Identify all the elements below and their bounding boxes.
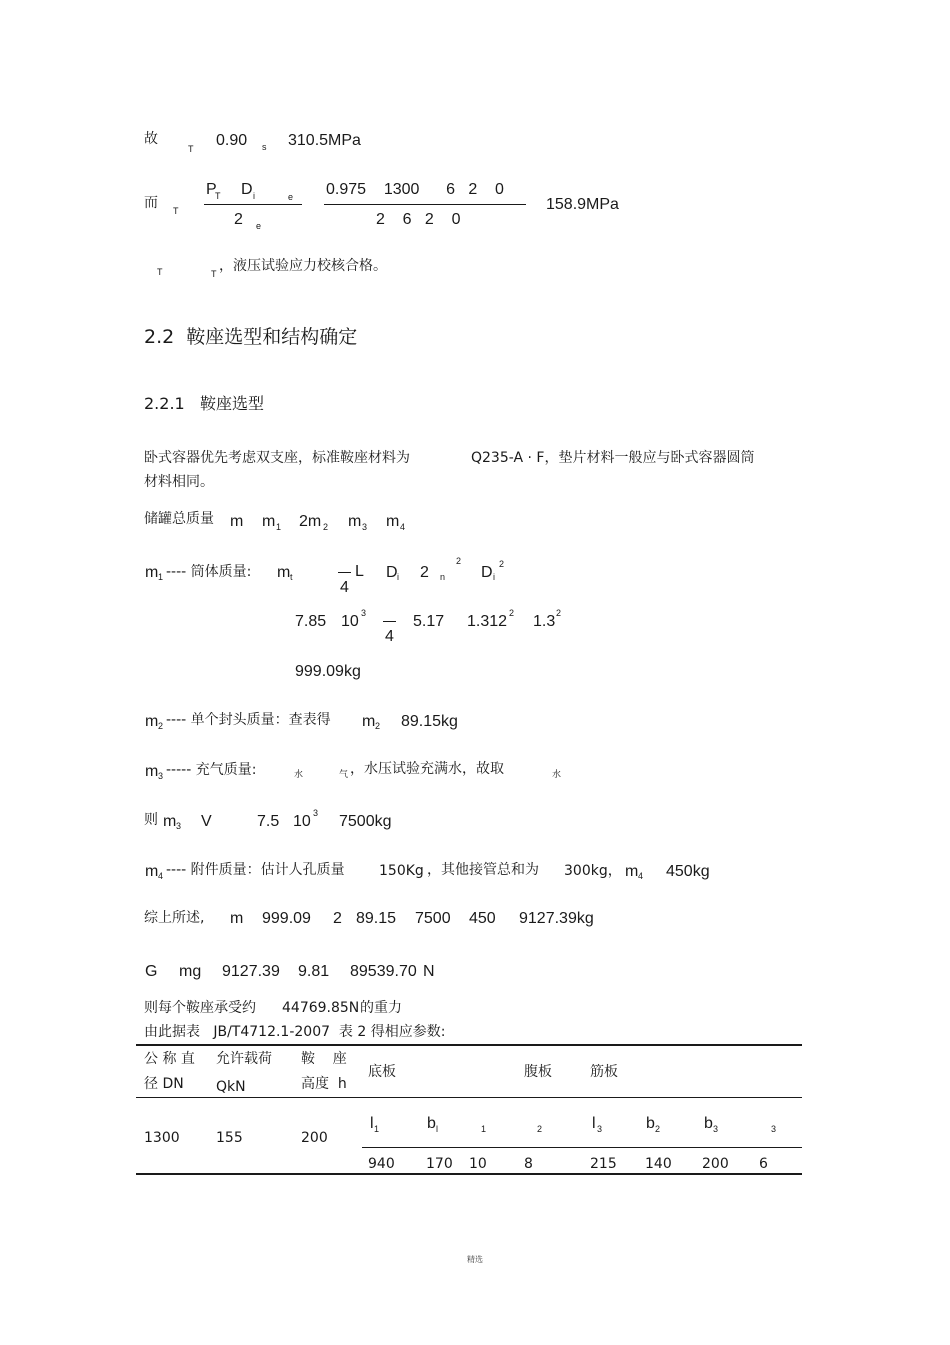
square-exp-2: 2 [499, 559, 505, 569]
m4-label-sub: 4 [158, 871, 164, 881]
m4-mid: ，其他接管总和为 [427, 862, 539, 878]
sum-m: m [230, 910, 244, 927]
denominator-2: 2 [234, 211, 243, 228]
2m2-symbol: 2m [299, 513, 322, 530]
m1-mt: m [277, 564, 291, 581]
delta-n-sub: n [440, 572, 446, 582]
square-exp: 2 [456, 556, 462, 566]
sub-l3-idx: 3 [597, 1124, 603, 1134]
sum-v2: 2 [333, 910, 342, 927]
density-value: 7.85 [295, 613, 327, 630]
m2-value: 89.15kg [401, 713, 458, 730]
g-v2: 9.81 [298, 963, 330, 980]
delta-e-sub: e [288, 192, 294, 202]
sum-result: 9127.39kg [519, 910, 594, 927]
nozzle-mass: 300kg， [564, 863, 622, 879]
pt-sub: T [215, 191, 221, 201]
check-text: ，液压试验应力校核合格。 [219, 258, 387, 274]
newton-unit: N [423, 963, 435, 980]
di-sub-2: i [397, 572, 399, 582]
sub-b1-idx: l [436, 1124, 438, 1134]
td-value: 940 [368, 1156, 395, 1172]
di-sub: i [253, 191, 255, 201]
paragraph-line-1a: 卧式容器优先考虑双支座，标准鞍座材料为 [144, 450, 410, 466]
m4-symbol: m [625, 863, 639, 880]
section-heading-2-2-1: 2.2.1 鞍座选型 [144, 394, 264, 413]
g-symbol: G [145, 963, 158, 980]
m1-symbol: m [262, 513, 276, 530]
outer-dia-value: 1.312 [467, 613, 508, 630]
td-value: 170 [426, 1156, 453, 1172]
paragraph-line-2: 材料相同。 [144, 474, 214, 490]
td-value: 10 [469, 1156, 487, 1172]
two-coef: 2 [420, 564, 429, 581]
page-footer: 精选 [467, 1255, 483, 1264]
sub-l1: l [370, 1115, 374, 1132]
th-rib-plate: 筋板 [590, 1064, 618, 1080]
m4-symbol-sub: 4 [638, 871, 644, 881]
td-value: 140 [645, 1156, 672, 1172]
m3-text: ，水压试验充满水，故取 [350, 761, 504, 777]
paragraph-line-1b: Q235-A · F，垫片材料一般应与卧式容器圆筒 [471, 450, 755, 466]
m3-symbol-2: m [163, 813, 177, 830]
section-heading-2-2: 2.2 鞍座选型和结构确定 [144, 326, 358, 348]
m3-label-sub: 3 [158, 771, 164, 781]
sum-v4: 7500 [415, 910, 451, 927]
sub-b1: b [427, 1115, 436, 1132]
inner-dia-value: 1.3 [533, 613, 556, 630]
m2-symbol-sub: 2 [375, 721, 381, 731]
total-mass-label: 储罐总质量 [144, 511, 214, 527]
m-symbol: m [230, 513, 244, 530]
fraction-bar-1 [204, 204, 302, 205]
th-dn-1: 公 称 直 [144, 1051, 195, 1067]
m4-symbol: m [386, 513, 400, 530]
g-result: 89539.70 [350, 963, 417, 980]
m2-label-sub: 2 [158, 721, 164, 731]
sub-l1-idx: 1 [374, 1124, 380, 1134]
ten-base-2: 10 [293, 813, 311, 830]
th-web-plate: 腹板 [524, 1064, 552, 1080]
table-header-rule [136, 1097, 802, 1098]
sigma-t-sub: T [188, 144, 194, 154]
denominator-values: 2 6 2 0 [376, 211, 461, 228]
sigma-s-sub: s [262, 142, 267, 152]
each-value: 44769.85N [282, 1000, 360, 1016]
numerator-values: 0.975 1300 6 2 0 [326, 181, 504, 198]
length-symbol: L [355, 563, 364, 580]
m2-sub: 2 [323, 522, 329, 532]
ze-char: 则 [144, 812, 158, 828]
m3-desc: ----- 充气质量: [166, 762, 257, 778]
td-value: 6 [759, 1156, 768, 1172]
m3-symbol: m [348, 513, 362, 530]
inner-sq: 2 [556, 608, 562, 618]
four-denominator: 4 [340, 579, 349, 596]
m3-sub: 3 [362, 522, 368, 532]
th-dn-2: 径 DN [144, 1076, 184, 1092]
m4-result: 450kg [666, 863, 710, 880]
td-dn: 1300 [144, 1130, 180, 1146]
g-v1: 9127.39 [222, 963, 280, 980]
coef-value: 0.90 [216, 132, 248, 149]
each-a: 则每个鞍座承受约 [144, 1000, 256, 1016]
td-value: 8 [524, 1156, 533, 1172]
reference-line: 由此据表 JB/T4712.1-2007 表 2 得相应参数: [144, 1024, 446, 1040]
table-sub-rule [362, 1147, 802, 1148]
sum-v1: 999.09 [262, 910, 311, 927]
gu-char: 故 [144, 131, 158, 147]
sub-l3: l [592, 1115, 596, 1132]
th-h-2: 高度 h [301, 1076, 347, 1092]
sum-v3: 89.15 [356, 910, 397, 927]
mg-symbol: mg [179, 963, 202, 980]
pi-over-4-bar-2 [383, 621, 396, 622]
td-value: 200 [702, 1156, 729, 1172]
m2-symbol: m [362, 713, 376, 730]
th-q-2: QkN [216, 1079, 246, 1095]
sub-b2: b [646, 1115, 655, 1132]
sub-delta2: 2 [537, 1124, 543, 1134]
result-stress: 158.9MPa [546, 196, 619, 213]
rho-water-sub: 水 [294, 769, 304, 779]
ten-exp: 3 [361, 608, 367, 618]
m4-label: m [145, 863, 159, 880]
sub-delta3: 3 [771, 1124, 777, 1134]
m2-desc: ---- 单个封头质量：查表得 [166, 712, 331, 728]
four-denominator-2: 4 [385, 628, 394, 645]
m4-desc: ---- 附件质量：估计人孔质量 [166, 862, 345, 878]
each-b: 的重力 [360, 1000, 402, 1016]
di-symbol-3: D [481, 564, 493, 581]
stress-value: 310.5MPa [288, 132, 361, 149]
fraction-bar-2 [324, 204, 526, 205]
di-symbol-2: D [386, 564, 398, 581]
td-h: 200 [301, 1130, 328, 1146]
sub-b3-idx: 3 [713, 1124, 719, 1134]
table-bottom-rule [136, 1173, 802, 1175]
m4-sub: 4 [400, 522, 406, 532]
m1-desc: ---- 筒体质量: [166, 564, 252, 580]
ten-exp-2: 3 [313, 808, 319, 818]
sum-v5: 450 [469, 910, 496, 927]
er-char: 而 [144, 195, 158, 211]
pt-symbol: P [206, 181, 217, 198]
length-value: 5.17 [413, 613, 445, 630]
th-q-1: 允许载荷 [216, 1051, 272, 1067]
m1-mt-sub: t [290, 572, 293, 582]
sub-delta1: 1 [481, 1124, 487, 1134]
sub-b2-idx: 2 [655, 1124, 661, 1134]
di-symbol: D [241, 181, 253, 198]
ten-base: 10 [341, 613, 359, 630]
th-h-1: 鞍 座 [301, 1051, 347, 1067]
m1-label: m [145, 564, 159, 581]
sub-b3: b [704, 1115, 713, 1132]
volume-value: 7.5 [257, 813, 280, 830]
sigma-t-sub-2: T [173, 206, 179, 216]
m3-symbol-2-sub: 3 [176, 821, 182, 831]
td-value: 215 [590, 1156, 617, 1172]
t-sub-a: T [157, 267, 163, 277]
volume-symbol: V [201, 813, 212, 830]
m1-result: 999.09kg [295, 663, 361, 680]
summary-label: 综上所述, [144, 910, 205, 926]
m1-label-sub: 1 [158, 572, 164, 582]
m1-sub: 1 [276, 522, 282, 532]
pi-over-4-bar [338, 572, 351, 573]
td-q: 155 [216, 1130, 243, 1146]
denominator-e: e [256, 221, 262, 231]
t-sub-b: T [211, 269, 217, 279]
table-top-rule [136, 1044, 802, 1046]
rho-gas-sub: 气 [339, 769, 349, 779]
m2-label: m [145, 713, 159, 730]
rho-water-sub-2: 水 [552, 769, 562, 779]
outer-sq: 2 [509, 608, 515, 618]
di-sub-3: i [493, 572, 495, 582]
m3-label: m [145, 763, 159, 780]
manhole-mass: 150Kg [379, 863, 424, 879]
th-base-plate: 底板 [368, 1064, 396, 1080]
m3-result: 7500kg [339, 813, 392, 830]
